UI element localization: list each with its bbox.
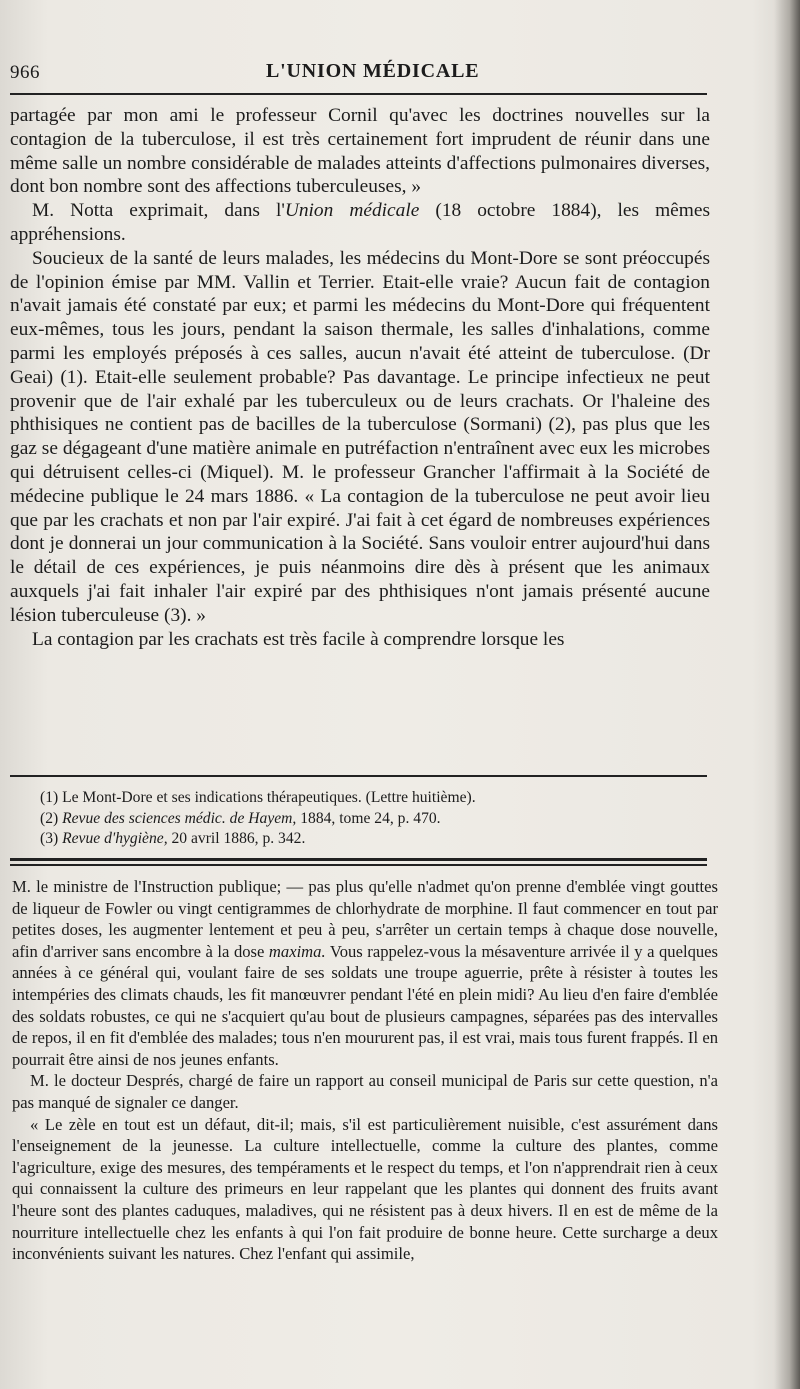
journal-citation: Union médicale: [284, 200, 420, 222]
main-paragraph-3: Soucieux de la santé de leurs malades, les médecins du Mont-Dore se sont préoccupés de l'opinion émise par MM. Vallin et Terrier. Etait-elle vraie? Aucun fait de contagion n'avait jamais été constaté par eux; et parmi les médecins du Mont-Dore qui fréquentent eux-mêmes, tous les jours, pendant la saison thermale, les salles d'inhalations, comme parmi les employés préposés à ces salles, aucun n'avait été atteint de tuberculose. (Dr Geai) (1). Etait-elle seulement probable? Pas davantage. Le principe infectieux ne peut provenir que de l'air exhalé par les tuberculeux ou de leurs crachats. Or l'haleine des phthisiques ne contient pas de bacilles de la tuberculose (Sormani) (2), pas plus que les gaz se dégageant d'une matière animale en putréfaction n'entraînent avec eux les microbes qui détruisent celles-ci (Miquel). M. le professeur Grancher l'affirmait à la Société de médecine publique le 24 mars 1886. « La contagion de la tuberculose ne peut avoir lieu que par les crachats et non par l'air expiré. J'ai fait à cet égard de nombreuses expériences dont je donnerai un jour communication à la Société. Sans vouloir entrer aujourd'hui dans le détail de ces expériences, je puis néanmoins dire dès à présent que les animaux auxquels j'ai fait inhaler l'air expiré par des phthisiques n'ont jamais présenté aucune lésion tuberculeuse (3). »: [10, 247, 710, 626]
footnote-3: [40, 829, 700, 850]
footnote-3-details: 20 avril 1886, p. 342.: [167, 830, 306, 847]
footnote-2: [40, 809, 700, 830]
footnote-1: (1) Le Mont-Dore et ses indications thérapeutiques. (Lettre huitième).: [40, 789, 476, 806]
header-rule: [10, 93, 707, 95]
feuilleton-paragraph-2: M. le docteur Després, chargé de faire un rapport au conseil municipal de Paris sur cette question, n'a pas manqué de signaler ce danger.: [12, 1071, 718, 1112]
main-paragraph-2-before: M. Notta exprimait, dans l': [32, 200, 285, 222]
feuilleton-rule-bottom: [10, 864, 707, 866]
main-paragraph-1: partagée par mon ami le professeur Cornil qu'avec les doctrines nouvelles sur la contagion de la tuberculose, il est très certainement fort imprudent de réunir dans une même salle un nombre considérable de malades atteints d'affections pulmonaires diverses, dont bon nombre sont des affections tuberculeuses, »: [10, 105, 710, 198]
page-header: [10, 56, 710, 86]
main-paragraph-2-after: (18 octobre 1884), les mêmes appréhensions.: [10, 200, 711, 245]
footnote-2-number: (2): [40, 809, 63, 827]
footnote-3-source: Revue d'hygiène,: [62, 830, 168, 847]
journal-title: L'UNION MÉDICALE: [266, 60, 480, 82]
main-paragraph-4: La contagion par les crachats est très facile à comprendre lorsque les: [32, 628, 565, 650]
feuilleton-rule-top: [10, 858, 707, 861]
footnote-3-number: (3): [40, 830, 63, 847]
footnote-2-details: 1884, tome 24, p. 470.: [296, 809, 441, 827]
footnote-rule: [10, 775, 707, 777]
footnote-2-source: Revue des sciences médic. de Hayem,: [62, 809, 297, 827]
main-paragraph-2: [10, 199, 710, 247]
feuilleton-paragraph-3: « Le zèle en tout est un défaut, dit-il; mais, s'il est particulièrement nuisible, c'est assurément dans l'enseignement de la jeunesse. La culture intellectuelle, comme la culture des plantes, comme l'agriculture, exige des mesures, des tempéraments et le respect du temps, et l'on n'apprendrait rien à ceux qui connaissent la culture des primeurs en leur rappelant que les plantes qui donnent des fruits avant l'heure sont des plantes caduques, maladives, qui ne résistent pas à deux hivers. Il en est de même de la nourriture intellectuelle chez les enfants à qui l'on fait produire de bonne heure. Cette surcharge a deux inconvénients suivant les natures. Chez l'enfant qui assimile,: [12, 1114, 718, 1264]
page-number: 966: [10, 62, 40, 83]
dose-maxima-term: maxima.: [268, 941, 326, 961]
main-article-text: [10, 104, 710, 651]
feuilleton-paragraph-1-after: Vous rappelez-vous la mésaventure arrivée il y a quelques années à ce général qui, voulant faire de ses soldats une troupe aguerrie, prête à résister à toutes les intempéries des climats chauds, les fit manœuvrer pendant l'été en plein midi? Au lieu d'en faire d'emblée des soldats robustes, ce qui ne s'acquiert qu'au bout de plusieurs campagnes, séparées pas des intervalles de repos, il en fit d'emblée des malades; tous n'en moururent pas, il est vrai, mais tous furent frappés. Il en pourrait être ainsi de nos jeunes enfants.: [12, 941, 718, 1069]
footnotes: [40, 788, 700, 850]
feuilleton-text: [12, 876, 718, 1265]
feuilleton-paragraph-1: [12, 876, 718, 1070]
feuilleton-paragraph-1-before: M. le ministre de l'Instruction publique; — pas plus qu'elle n'admet qu'on prenne d'emblée vingt gouttes de liqueur de Fowler ou vingt centigrammes de chlorhydrate de morphine. Il faut commencer en tout par petites doses, les augmenter lentement et peu à peu, s'arrêter un certain temps à chaque dose nouvelle, afin d'arriver sans encombre à la dose: [12, 877, 718, 961]
book-spine-shadow: [774, 0, 800, 1389]
